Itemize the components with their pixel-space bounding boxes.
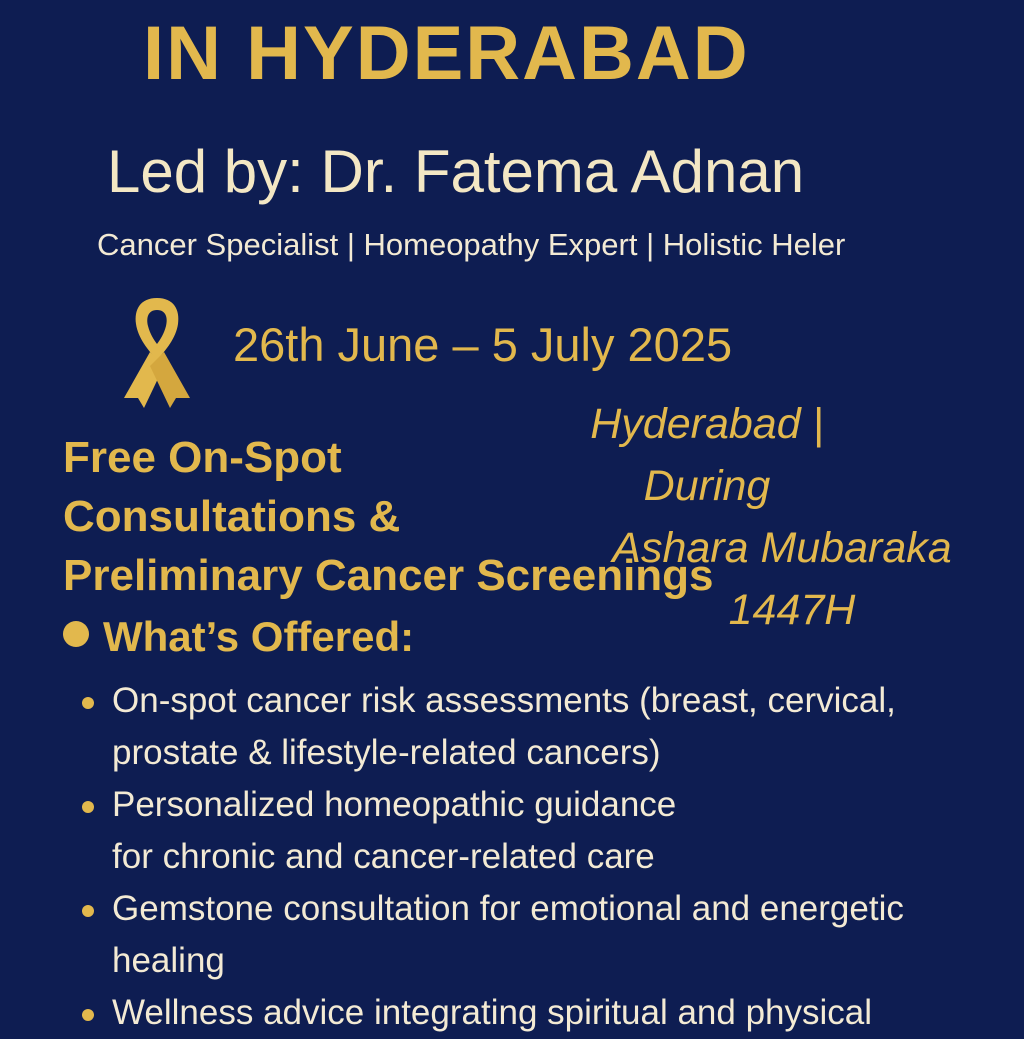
list-item-line: prostate & lifestyle-related cancers) [112,733,661,772]
offered-list [78,675,1008,1039]
heading-bullet-icon [63,621,89,647]
list-item-line: Gemstone consultation for emotional and energetic [112,889,904,928]
free-line: Free On-Spot [63,433,342,482]
free-line: Preliminary Cancer Screenings [63,551,714,600]
location-line: Ashara Mubaraka [612,524,952,572]
list-item-line: On-spot cancer risk assessments (breast, cervical, [112,681,896,720]
list-item [78,883,1008,987]
bullet-icon [82,905,94,917]
list-item [78,675,1008,779]
bullet-icon [82,1009,94,1021]
offered-heading [63,613,415,660]
list-item [78,987,1008,1039]
event-dates: 26th June – 5 July 2025 [233,318,733,371]
list-item-line: for chronic and cancer-related care [112,837,655,876]
bullet-icon [82,801,94,813]
offered-heading-text: What’s Offered: [103,613,415,660]
free-line: Consultations & [63,492,401,541]
list-item-line: Personalized homeopathic guidance [112,785,677,824]
leader-credentials: Cancer Specialist | Homeopathy Expert | Holistic Heler [97,227,846,262]
list-item-line: Wellness advice integrating spiritual and physical [112,993,873,1032]
location-line: 1447H [728,586,856,634]
list-item-line: healing [112,941,225,980]
location-line: Hyderabad | During [590,400,824,510]
leader-name: Led by: Dr. Fatema Adnan [107,138,805,205]
list-item [78,779,1008,883]
bullet-icon [82,697,94,709]
poster-title: IN HYDERABAD [143,11,750,96]
free-consultations-heading [63,428,783,605]
awareness-ribbon-icon [120,294,194,410]
